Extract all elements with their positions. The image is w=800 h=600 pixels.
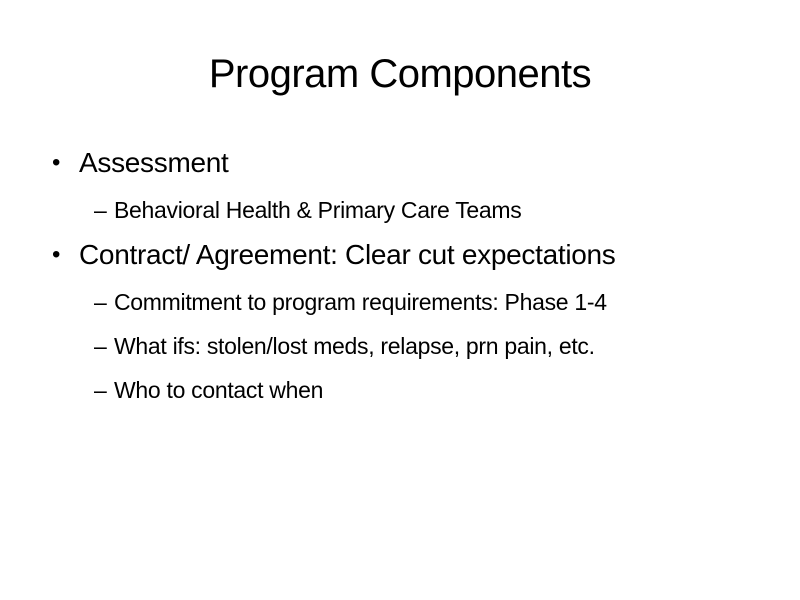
bullet-item — [52, 237, 772, 273]
sub-bullet-text: Commitment to program requirements: Phase 1-4 — [114, 289, 607, 315]
bullet-text: Contract/ Agreement: Clear cut expectations — [79, 239, 616, 270]
dash-icon: – — [94, 197, 107, 223]
bullet-text: Assessment — [79, 147, 229, 178]
bullet-item — [52, 145, 772, 181]
sub-bullet-item — [52, 375, 772, 405]
sub-bullet-text: Who to contact when — [114, 377, 324, 403]
sub-bullet-item — [52, 331, 772, 361]
slide-title: Program Components — [208, 52, 592, 96]
dash-icon: – — [94, 333, 107, 359]
sub-bullet-text: What ifs: stolen/lost meds, relapse, prn pain, etc. — [114, 333, 595, 359]
bullet-icon: • — [52, 149, 61, 176]
sub-bullet-text: Behavioral Health & Primary Care Teams — [114, 197, 522, 223]
sub-bullet-item — [52, 195, 772, 225]
dash-icon: – — [94, 377, 107, 403]
dash-icon: – — [94, 289, 107, 315]
sub-bullet-item — [52, 287, 772, 317]
bullet-icon: • — [52, 241, 61, 268]
slide-body — [52, 145, 772, 405]
